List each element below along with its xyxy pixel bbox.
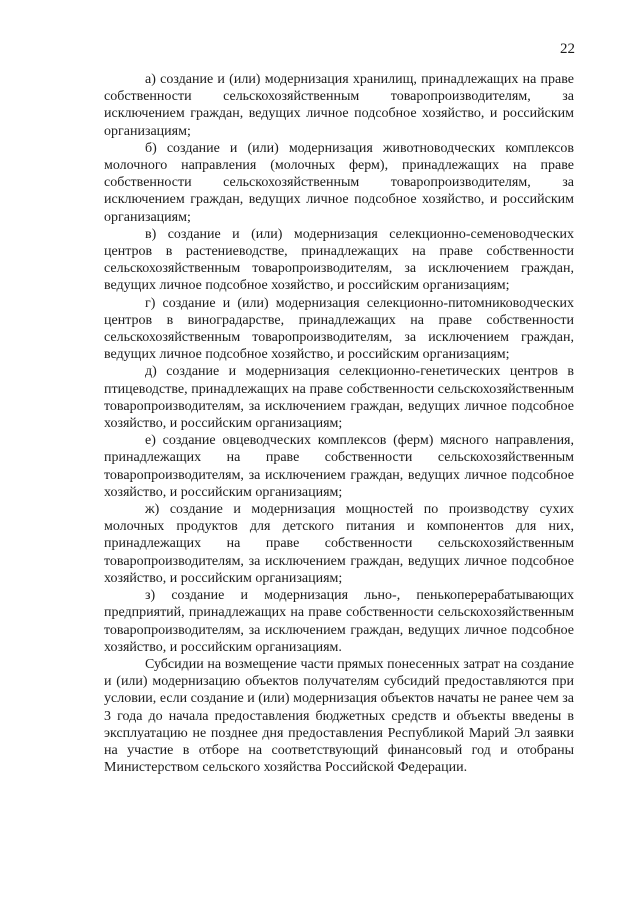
paragraph-a: а) создание и (или) модернизация хранилищ, принадлежащих на праве собственности сельскохозяйственным товаропроизводителям, за исключением граждан, ведущих личное подсобное хозяйство, и российским организациям; bbox=[104, 72, 574, 139]
paragraph-v: в) создание и (или) модернизация селекционно-семеноводческих центров в растениеводстве, принадлежащих на праве собственности сельскохозяйственным товаропроизводителям, за исключением граждан, ведущих личное подсобное хозяйство, и российским организациям; bbox=[104, 226, 574, 294]
paragraph-g: г) создание и (или) модернизация селекционно-питомниководческих центров в виноградарстве, принадлежащих на праве собственности сельскохозяйственным товаропроизводителям, за исключением граждан, ведущих личное подсобное хозяйство, и российским организациям; bbox=[104, 295, 574, 363]
document-body bbox=[104, 71, 574, 776]
paragraph-e: е) создание овцеводческих комплексов (ферм) мясного направления, принадлежащих на праве собственности сельскохозяйственным товаропроизводителям, за исключением граждан, ведущих личное подсобное хозяйство, и российским организациям; bbox=[104, 433, 574, 500]
paragraph-b: б) создание и (или) модернизация животноводческих комплексов молочного направления (молочных ферм), принадлежащих на праве собственности сельскохозяйственным товаропроизводителям, за исключением граждан, ведущих личное подсобное хозяйство, и российским организациям; bbox=[104, 140, 574, 225]
paragraph-d: д) создание и модернизация селекционно-генетических центров в птицеводстве, принадлежащих на праве собственности сельскохозяйственным товаропроизводителям, за исключением граждан, ведущих личное подсобное хозяйство, и российским организациям; bbox=[104, 364, 574, 432]
page-number: 22 bbox=[560, 41, 575, 57]
paragraph-subsidies-condition: Субсидии на возмещение части прямых понесенных затрат на создание и (или) модернизацию объектов получателям субсидий предоставляются при условии, если создание и (или) модернизация объектов начаты не ранее чем за 3 года до начала предоставления бюджетных средств и объекты введены в эксплуатацию не позднее дня предоставления Республикой Марий Эл заявки на участие в отборе на соответствующий финансовый год и отобраны Министерством сельского хозяйства Российской Федерации. bbox=[104, 656, 574, 776]
paragraph-z: з) создание и модернизация льно-, пенькоперерабатывающих предприятий, принадлежащих на праве собственности сельскохозяйственным товаропроизводителям, за исключением граждан, ведущих личное подсобное хозяйство, и российским организациям. bbox=[104, 588, 574, 655]
paragraph-zh: ж) создание и модернизация мощностей по производству сухих молочных продуктов для детского питания и компонентов для них, принадлежащих на праве собственности сельскохозяйственным товаропроизводителям, за исключением граждан, ведущих личное подсобное хозяйство, и российским организациям; bbox=[104, 502, 574, 586]
